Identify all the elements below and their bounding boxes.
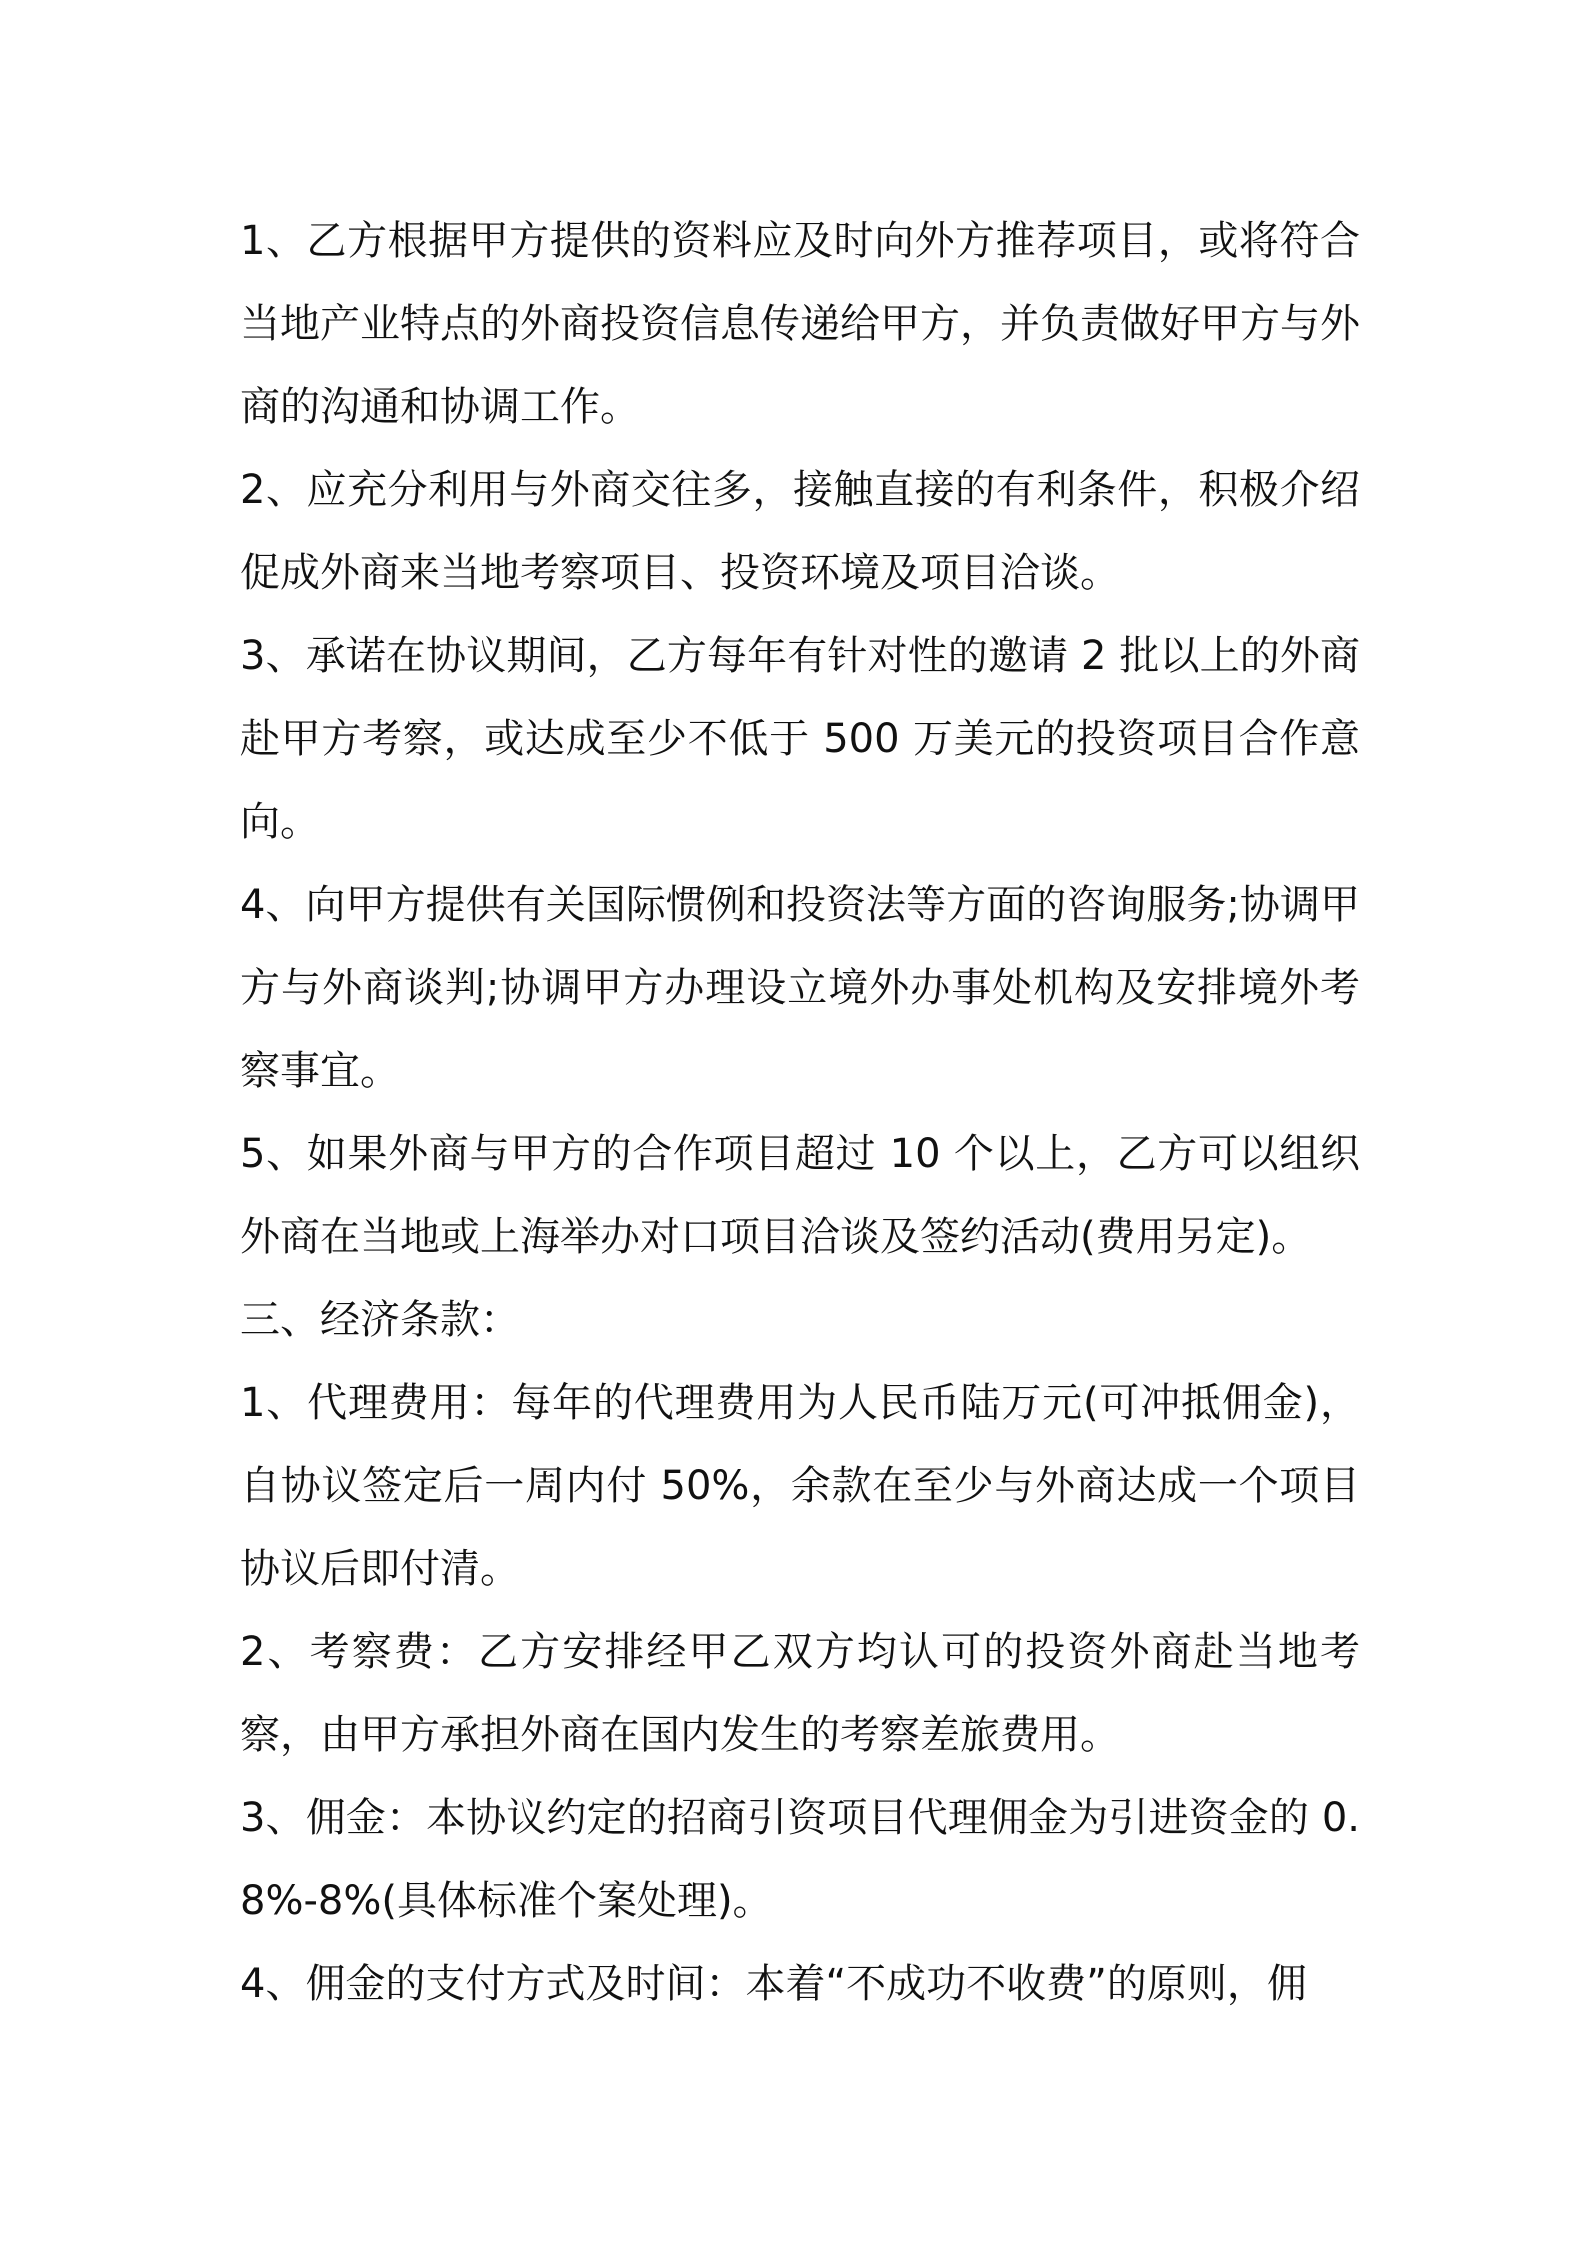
clause-3-annual-commitment: 3、承诺在协议期间，乙方每年有针对性的邀请 2 批以上的外商赴甲方考察，或达成至少不低于 500 万美元的投资项目合作意向。 [240, 633, 1360, 845]
document-body [240, 200, 1360, 2026]
clause-1-recommend-projects: 1、乙方根据甲方提供的资料应及时向外方推荐项目，或将符合当地产业特点的外商投资信息传递给甲方，并负责做好甲方与外商的沟通和协调工作。 [240, 218, 1360, 430]
clause-2-promote-visits: 2、应充分利用与外商交往多，接触直接的有利条件，积极介绍促成外商来当地考察项目、投资环境及项目洽谈。 [240, 467, 1360, 596]
economic-clause-1-agency-fee: 1、代理费用：每年的代理费用为人民币陆万元(可冲抵佣金)，自协议签定后一周内付 50%，余款在至少与外商达成一个项目协议后即付清。 [240, 1380, 1360, 1592]
clause-4-consulting-services: 4、向甲方提供有关国际惯例和投资法等方面的咨询服务;协调甲方与外商谈判;协调甲方办理设立境外办事处机构及安排境外考察事宜。 [240, 882, 1360, 1094]
economic-clause-3-commission: 3、佣金：本协议约定的招商引资项目代理佣金为引进资金的 0.8%-8%(具体标准个案处理)。 [240, 1795, 1360, 1924]
economic-clause-4-payment-method: 4、佣金的支付方式及时间：本着“不成功不收费”的原则，佣 [240, 1961, 1307, 2007]
section-heading-economic-terms: 三、经济条款： [240, 1297, 520, 1343]
clause-5-signing-events: 5、如果外商与甲方的合作项目超过 10 个以上，乙方可以组织外商在当地或上海举办对口项目洽谈及签约活动(费用另定)。 [240, 1131, 1360, 1260]
economic-clause-2-inspection-fee: 2、考察费：乙方安排经甲乙双方均认可的投资外商赴当地考察，由甲方承担外商在国内发生的考察差旅费用。 [240, 1629, 1360, 1758]
